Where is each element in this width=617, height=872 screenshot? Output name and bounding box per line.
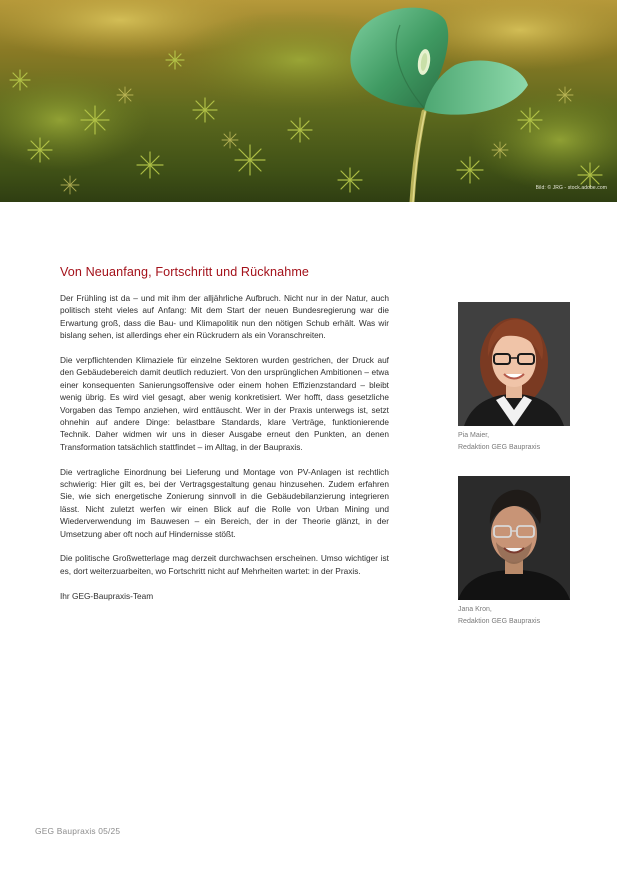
portrait-woman-illustration — [458, 302, 570, 426]
article-signature: Ihr GEG-Baupraxis-Team — [60, 590, 154, 601]
editor-photo-1 — [458, 302, 570, 426]
page-footer: GEG Baupraxis 05/25 — [35, 826, 121, 836]
article-paragraph: Die politische Großwetterlage mag derzeit durchwachsen erscheinen. Umso wichtiger ist es, dort weiterzuarbeiten, wo Fortschritt nicht auf Mehrheiten wartet: in der Praxis. — [60, 553, 389, 576]
editor-name: Pia Maier, — [458, 432, 490, 439]
editor-role: Redaktion GEG Baupraxis — [458, 444, 541, 451]
article-paragraph: Die vertragliche Einordnung bei Lieferung und Montage von PV-Anlagen ist rechtlich schwierig: Hier gilt es, bei der Vertragsgestaltung genau hinzusehen. Zudem erfahren Sie, wie sich energetische Zonierung sinnvoll in die Gebäudebilanzierung integrieren lässt. Nicht zuletzt werfen wir einen Blick auf die Rolle von Urban Mining und Wiederverwendung im Bauwesen – ein Bereich, der in der Theorie glänzt, in der Umsetzung aber oft noch auf Hindernisse stößt. — [60, 466, 389, 539]
editor-caption-2 — [458, 604, 540, 628]
hero-image — [0, 0, 617, 202]
portrait-man-illustration — [458, 476, 570, 600]
editor-role: Redaktion GEG Baupraxis — [458, 618, 541, 625]
moss-seedling-illustration — [0, 0, 617, 202]
article-body — [60, 292, 389, 614]
editor-name: Jana Kron, — [458, 606, 492, 613]
article-title: Von Neuanfang, Fortschritt und Rücknahme — [60, 265, 310, 279]
article-paragraph: Die verpflichtenden Klimaziele für einzelne Sektoren wurden gestrichen, der Druck auf den Gebäudebereich damit deutlich reduziert. Von den ursprünglichen Ambitionen – etwa einer konsequenten Sanierungsoffensive oder einem hohen Effizienzstandard – bleibt wenig übrig. Es wird viel gesagt, aber wenig konkretisiert. Wer hofft, dass gesetzliche Vorgaben das Tempo anziehen, wird enttäuscht. Wer in der Praxis unterwegs ist, setzt ohnehin auf andere Dinge: belastbare Standards, klare Verträge, funktionierende Technik. Daher widmen wir uns in dieser Ausgabe erneut den Punkten, an denen Transformation tatsächlich stattfindet – im Alltag, in der Baupraxis. — [60, 355, 389, 452]
article-paragraph: Der Frühling ist da – und mit ihm der alljährliche Aufbruch. Nicht nur in der Natur, auch politisch steht vieles auf Anfang: Mit dem Start der neuen Bundesregierung war die Erwartung groß, dass die Bau- und Klimapolitik nun den nötigen Schub erhält. Was wir bislang sehen, ist allerdings eher ein Rückrudern als ein Voranschreiten. — [60, 293, 389, 341]
editor-caption-1 — [458, 430, 540, 454]
editor-photo-2 — [458, 476, 570, 600]
photo-credit: Bild: © JRG - stock.adobe.com — [535, 185, 607, 191]
